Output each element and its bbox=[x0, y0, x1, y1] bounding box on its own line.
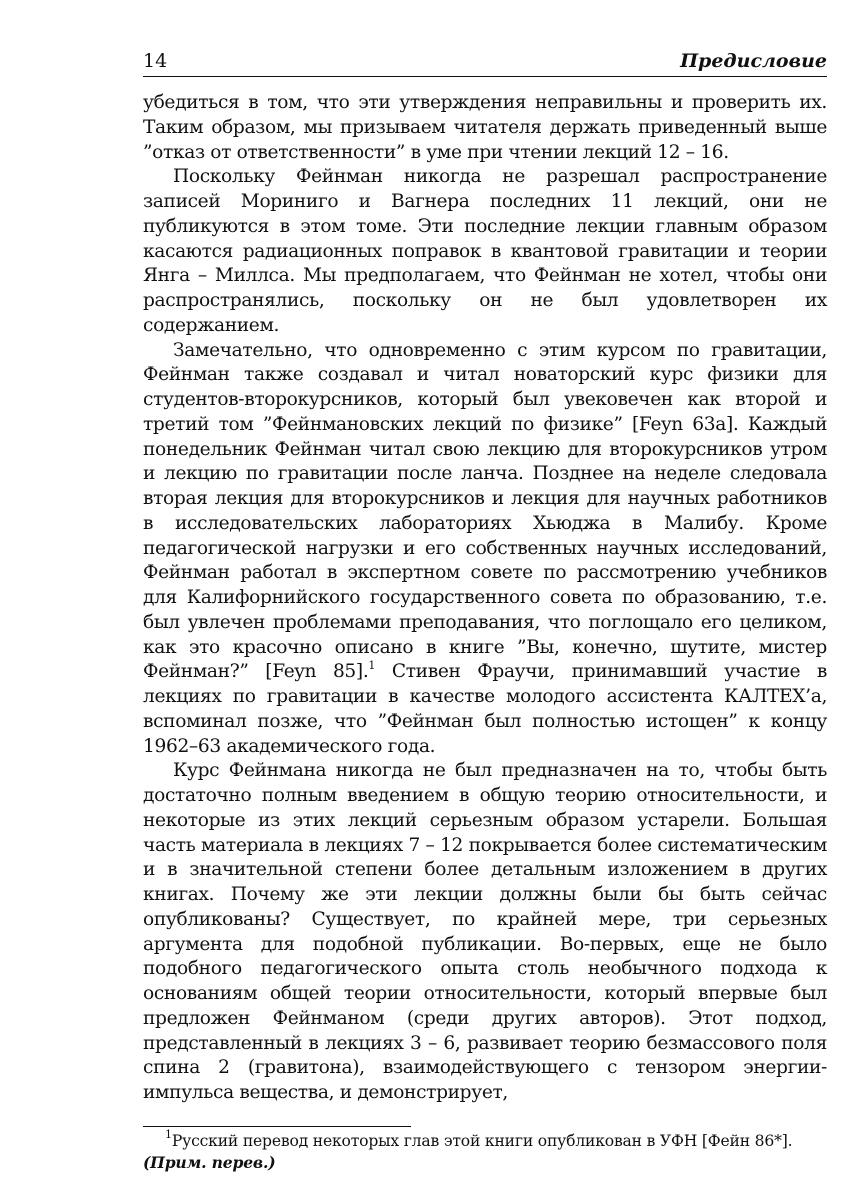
paragraph-text: Стивен Фраучи, принимавший участие в лекциях по гравитации в качестве молодого ассистента КАЛТЕХ’а, вспоминал позже, что ”Фейнман был полностью истощен” к концу 1962–63 академического года. bbox=[143, 661, 828, 757]
footnote-reference: 1 bbox=[368, 659, 376, 673]
footnote-divider bbox=[143, 1126, 411, 1127]
book-page bbox=[143, 48, 827, 1174]
section-title: Предисловие bbox=[680, 50, 827, 72]
paragraph bbox=[143, 165, 827, 338]
paragraph-continued bbox=[143, 91, 827, 165]
page-number: 14 bbox=[143, 50, 168, 72]
body-text bbox=[143, 91, 827, 1106]
paragraph-text: Поскольку Фейнман никогда не разрешал распространение записей Мориниго и Вагнера последних 11 лекций, они не публикуются в этом томе. Эти последние лекции главным образом касаются радиационных поправок в квантовой гравитации и теории Янга – Миллса. Мы предполагаем, что Фейнман не хотел, чтобы они распространялись, поскольку он не был удовлетворен их содержанием. bbox=[143, 166, 827, 336]
translator-note: (Прим. перев.) bbox=[143, 1152, 276, 1172]
paragraph bbox=[143, 339, 827, 760]
paragraph-text: убедиться в том, что эти утверждения неправильны и проверить их. Таким образом, мы призываем читателя держать приведенный выше ”отказ от ответственности” в уме при чтении лекций 12 – 16. bbox=[143, 92, 827, 163]
running-head bbox=[143, 48, 827, 77]
footnote-marker: 1 bbox=[165, 1127, 172, 1141]
paragraph-text: Курс Фейнмана никогда не был предназначен на то, чтобы быть достаточно полным введением в общую теорию относительности, и некоторые из этих лекций серьезным образом устарели. Большая часть материала в лекциях 7 – 12 покрывается более систематическим и в значительной степени более детальным изложением в других книгах. Почему же эти лекции должны были бы быть сейчас опубликованы? Существует, по крайней мере, три серьезных аргумента для подобной публикации. Во-первых, еще не было подобного педагогического опыта столь необычного подхода к основаниям общей теории относительности, который впервые был предложен Фейнманом (среди других авторов). Этот подход, представленный в лекциях 3 – 6, развивает теорию безмассового поля спина 2 (гравитона), взаимодействующего с тензором энергии-импульса вещества, и демонстрирует, bbox=[143, 760, 827, 1103]
footnote-text: Русский перевод некоторых глав этой книги опубликован в УФН [Фейн 86*]. bbox=[171, 1131, 793, 1150]
paragraph-text: Замечательно, что одновременно с этим курсом по гравитации, Фейнман также создавал и читал новаторский курс физики для студентов-второкурсников, который был увековечен как второй и третий том ”Фейнмановских лекций по физике” [Feyn 63a]. Каждый понедельник Фейнман читал свою лекцию для второкурсников утром и лекцию по гравитации после ланча. Позднее на неделе следовала вторая лекция для второкурсников и лекция для научных работников в исследовательских лабораториях Хьюджа в Малибу. Кроме педагогической нагрузки и его собственных научных исследований, Фейнман работал в экспертном совете по рассмотрению учебников для Калифорнийского государственного совета по образованию, т.е. был увлечен проблемами преподавания, что поглощало его целиком, как это красочно описано в книге ”Вы, конечно, шутите, мистер Фейнман?” [Feyn 85]. bbox=[143, 339, 827, 683]
footnote bbox=[143, 1127, 827, 1174]
paragraph bbox=[143, 759, 827, 1106]
